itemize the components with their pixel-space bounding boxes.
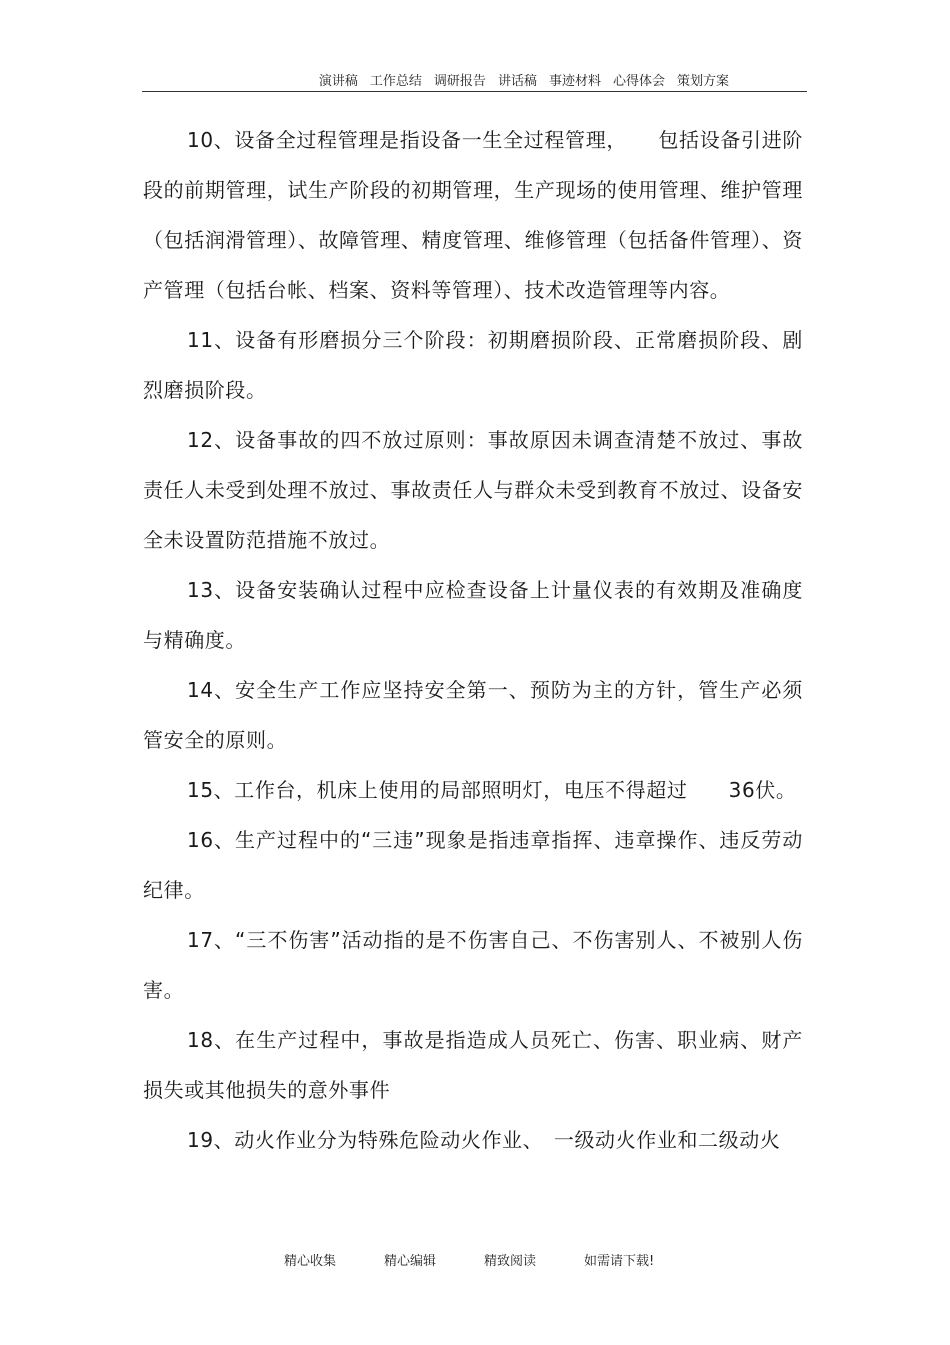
paragraph-18: 18、在生产过程中，事故是指造成人员死亡、伤害、职业病、财产损失或其他损失的意外事件 xyxy=(143,1028,803,1102)
paragraph-15: 15、工作台，机床上使用的局部照明灯，电压不得超过 36伏。 xyxy=(187,778,797,802)
header-link-research-report: 调研报告 xyxy=(433,74,486,89)
page-header xyxy=(142,68,807,90)
header-divider xyxy=(142,91,807,92)
footer-item-edit: 精心编辑 xyxy=(384,1254,437,1269)
header-link-speech: 演讲稿 xyxy=(318,74,358,89)
header-link-address: 讲话稿 xyxy=(497,74,537,89)
header-link-deeds: 事迹材料 xyxy=(548,74,601,89)
header-link-work-summary: 工作总结 xyxy=(369,74,422,89)
footer-item-collect: 精心收集 xyxy=(284,1254,337,1269)
paragraph-10: 10、设备全过程管理是指设备一生全过程管理， 包括设备引进阶段的前期管理，试生产阶段的初期管理，生产现场的使用管理、维护管理（包括润滑管理）、故障管理、精度管理、维修管理（包括备件管理）、资产管理（包括台帐、档案、资料等管理）、技术改造管理等内容。 xyxy=(143,128,803,302)
page-footer xyxy=(284,1250,654,1269)
document-body xyxy=(143,115,803,1165)
paragraph-14: 14、安全生产工作应坚持安全第一、预防为主的方针，管生产必须管安全的原则。 xyxy=(143,678,803,752)
header-links xyxy=(319,70,729,89)
header-link-plans: 策划方案 xyxy=(676,74,729,89)
paragraph-17: 17、“三不伤害”活动指的是不伤害自己、不伤害别人、不被别人伤害。 xyxy=(143,928,803,1002)
paragraph-11: 11、设备有形磨损分三个阶段：初期磨损阶段、正常磨损阶段、剧烈磨损阶段。 xyxy=(143,328,803,402)
footer-item-read: 精致阅读 xyxy=(484,1254,537,1269)
paragraph-13: 13、设备安装确认过程中应检查设备上计量仪表的有效期及准确度与精确度。 xyxy=(143,578,803,652)
header-link-reflections: 心得体会 xyxy=(612,74,665,89)
footer-item-download: 如需请下载! xyxy=(584,1254,655,1269)
paragraph-12: 12、设备事故的四不放过原则：事故原因未调查清楚不放过、事故责任人未受到处理不放过、事故责任人与群众未受到教育不放过、设备安全未设置防范措施不放过。 xyxy=(143,428,803,552)
paragraph-19: 19、动火作业分为特殊危险动火作业、 一级动火作业和二级动火 xyxy=(187,1128,781,1152)
paragraph-16: 16、生产过程中的“三违”现象是指违章指挥、违章操作、违反劳动纪律。 xyxy=(143,828,803,902)
